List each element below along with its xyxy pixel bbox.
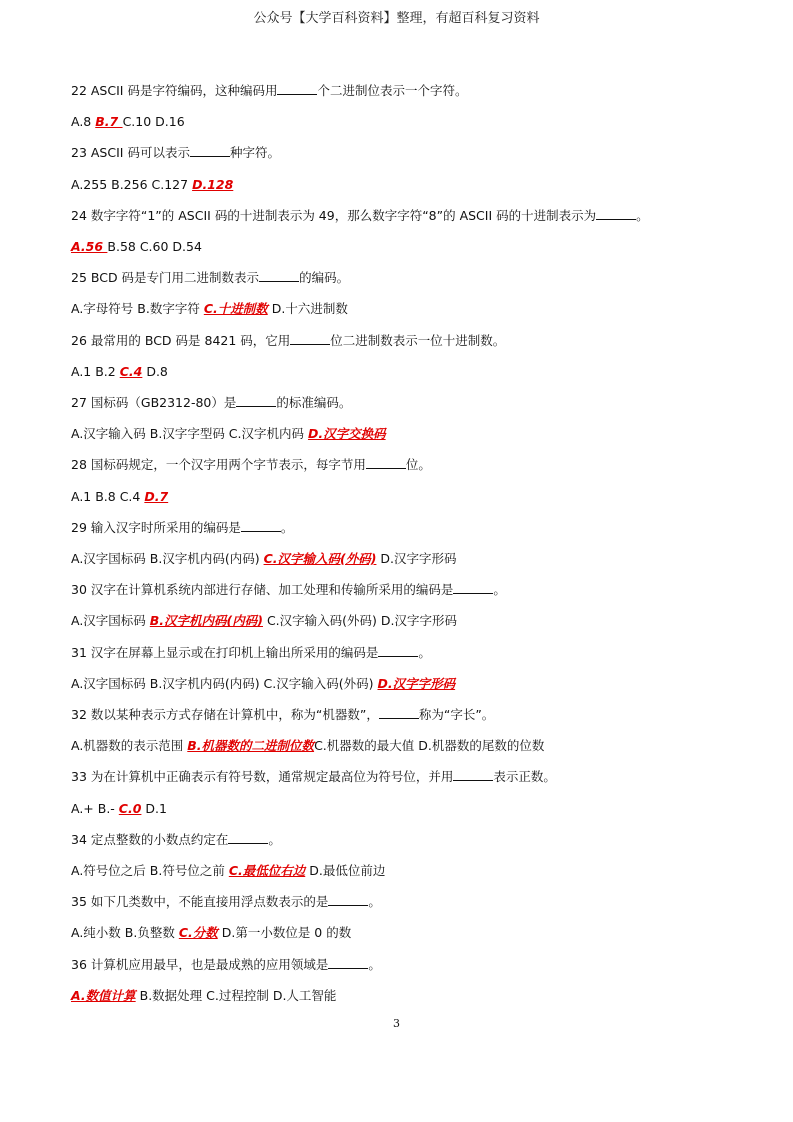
text-segment: A.机器数的表示范围 — [71, 738, 188, 754]
text-segment: 23 ASCII 码可以表示 — [71, 145, 190, 161]
text-segment: A.+ B.- — [71, 800, 119, 816]
text-segment: A.汉字国标码 B.汉字机内码(内码) C.汉字输入码(外码) — [71, 675, 378, 691]
answer-blank — [328, 957, 368, 969]
options-line — [71, 863, 385, 879]
marked-answer: B.7 — [95, 114, 123, 130]
text-segment: A.1 B.2 — [71, 363, 120, 379]
text-segment: 32 数以某种表示方式存储在计算机中，称为“机器数”， — [71, 707, 379, 722]
question-line — [71, 707, 494, 723]
text-segment: C.汉字输入码(外码) D.汉字字形码 — [262, 613, 457, 629]
answer-blank — [228, 832, 268, 844]
text-segment: 25 BCD 码是专门用二进制数表示 — [71, 270, 260, 286]
options-line — [71, 489, 168, 505]
answer-blank — [379, 707, 419, 719]
text-segment: B.58 C.60 D.54 — [107, 239, 202, 254]
marked-answer: C.4 — [119, 363, 143, 379]
text-segment: A.1 B.8 C.4 — [71, 488, 145, 504]
text-segment: 22 ASCII 码是字符编码，这种编码用 — [71, 83, 278, 98]
options-line — [71, 988, 336, 1004]
answer-blank — [328, 894, 368, 906]
text-segment: 36 计算机应用最早，也是最成熟的应用领域是 — [71, 956, 329, 972]
question-line — [71, 645, 431, 661]
text-segment: D.汉字字形码 — [376, 551, 457, 566]
text-segment: 26 最常用的 BCD 码是 8421 码，它用 — [71, 332, 291, 348]
text-segment: 。 — [368, 894, 381, 910]
text-segment: 29 输入汉字时所采用的编码是 — [71, 519, 241, 535]
text-segment: A.汉字输入码 B.汉字字型码 C.汉字机内码 — [71, 426, 308, 442]
options-line — [71, 239, 202, 255]
options-line — [71, 426, 386, 442]
text-segment: 33 为在计算机中正确表示有符号数，通常规定最高位为符号位，并用 — [71, 769, 454, 785]
text-segment: D.最低位前边 — [305, 863, 386, 878]
text-segment: 个二进制位表示一个字符。 — [317, 83, 468, 98]
question-line — [71, 208, 649, 224]
text-segment: A.255 B.256 C.127 — [71, 176, 193, 192]
marked-answer: A.数值计算 — [71, 987, 136, 1003]
marked-answer: B.机器数的二进制位数 — [187, 738, 315, 754]
text-segment: D.1 — [141, 800, 167, 816]
text-segment: 。 — [636, 207, 649, 223]
text-segment: 的编码。 — [299, 270, 350, 286]
options-line — [71, 301, 348, 317]
options-line — [71, 801, 167, 817]
text-segment: A.纯小数 B.负整数 — [71, 925, 179, 941]
text-segment: 。 — [280, 519, 294, 535]
answer-blank — [453, 582, 493, 594]
text-segment: C.10 D.16 — [122, 114, 185, 130]
options-line — [71, 613, 457, 629]
question-line — [71, 832, 281, 848]
answer-blank — [241, 520, 281, 532]
text-segment: 位。 — [405, 457, 431, 473]
answer-blank — [277, 83, 317, 95]
text-segment: 的标准编码。 — [276, 395, 352, 410]
question-line — [71, 145, 280, 161]
options-line — [71, 738, 544, 754]
text-segment: D.8 — [142, 363, 168, 379]
marked-answer: C.分数 — [178, 925, 218, 941]
answer-blank — [378, 645, 418, 657]
marked-answer: B.汉字机内码(内码) — [149, 613, 263, 629]
text-segment: 31 汉字在屏幕上显示或在打印机上输出所采用的编码是 — [71, 644, 379, 660]
marked-answer: D.汉字字形码 — [377, 675, 456, 691]
text-segment: 位二进制数表示一位十进制数。 — [330, 332, 506, 348]
answer-blank — [236, 395, 276, 407]
answer-blank — [190, 145, 230, 157]
answer-blank — [259, 270, 299, 282]
question-line — [71, 395, 351, 411]
text-segment: D.十六进制数 — [267, 301, 348, 317]
text-segment: 。 — [368, 956, 381, 972]
text-segment: 。 — [268, 831, 281, 847]
question-line — [71, 333, 505, 349]
text-segment: 27 国标码（GB2312-80）是 — [71, 395, 237, 410]
options-line — [71, 114, 185, 130]
options-line — [71, 676, 455, 692]
text-segment: A.汉字国标码 — [71, 613, 150, 629]
text-segment: A.字母符号 B.数字字符 — [71, 301, 204, 317]
marked-answer: D.汉字交换码 — [307, 426, 386, 442]
text-segment: D.第一小数位是 0 的数 — [217, 925, 352, 941]
question-line — [71, 270, 349, 286]
text-segment: 。 — [418, 644, 431, 660]
marked-answer: D.128 — [192, 176, 234, 192]
text-segment: 28 国标码规定，一个汉字用两个字节表示，每字节用 — [71, 457, 366, 473]
options-line — [71, 177, 233, 193]
answer-blank — [453, 769, 493, 781]
options-line — [71, 925, 351, 941]
page-number: 3 — [393, 1017, 400, 1030]
text-segment: A.符号位之后 B.符号位之前 — [71, 863, 229, 878]
text-segment: 35 如下几类数中，不能直接用浮点数表示的是 — [71, 894, 329, 910]
marked-answer: C.十进制数 — [203, 301, 268, 317]
answer-blank — [366, 457, 406, 469]
question-line — [71, 457, 431, 473]
question-line — [71, 894, 381, 910]
marked-answer: D.7 — [144, 488, 169, 504]
marked-answer: C.最低位右边 — [228, 863, 306, 878]
text-segment: 称为“字长”。 — [418, 707, 495, 722]
question-line — [71, 83, 467, 99]
text-segment: 。 — [493, 582, 506, 598]
question-line — [71, 957, 381, 973]
text-segment: B.数据处理 C.过程控制 D.人工智能 — [135, 987, 337, 1003]
text-segment: 种字符。 — [229, 145, 280, 161]
marked-answer: A.56 — [71, 239, 108, 254]
question-line — [71, 520, 293, 536]
marked-answer: C.汉字输入码(外码) — [263, 551, 377, 566]
answer-blank — [596, 208, 636, 220]
text-segment: C.机器数的最大值 D.机器数的尾数的位数 — [314, 738, 545, 754]
text-segment: 表示正数。 — [493, 769, 556, 785]
text-segment: 30 汉字在计算机系统内部进行存储、加工处理和传输所采用的编码是 — [71, 582, 454, 598]
text-segment: A.汉字国标码 B.汉字机内码(内码) — [71, 551, 264, 566]
question-line — [71, 582, 506, 598]
answer-blank — [290, 333, 330, 345]
options-line — [71, 364, 168, 380]
text-segment: 34 定点整数的小数点约定在 — [71, 831, 229, 847]
page-header: 公众号【大学百科资料】整理，有超百科复习资料 — [253, 11, 540, 26]
text-segment: A.8 — [71, 114, 96, 130]
text-segment: 24 数字字符“1”的 ASCII 码的十进制表示为 49，那么数字字符“8”的 ASCII 码的十进制表示为 — [71, 207, 597, 223]
marked-answer: C.0 — [118, 800, 142, 816]
options-line — [71, 551, 457, 567]
question-line — [71, 769, 556, 785]
